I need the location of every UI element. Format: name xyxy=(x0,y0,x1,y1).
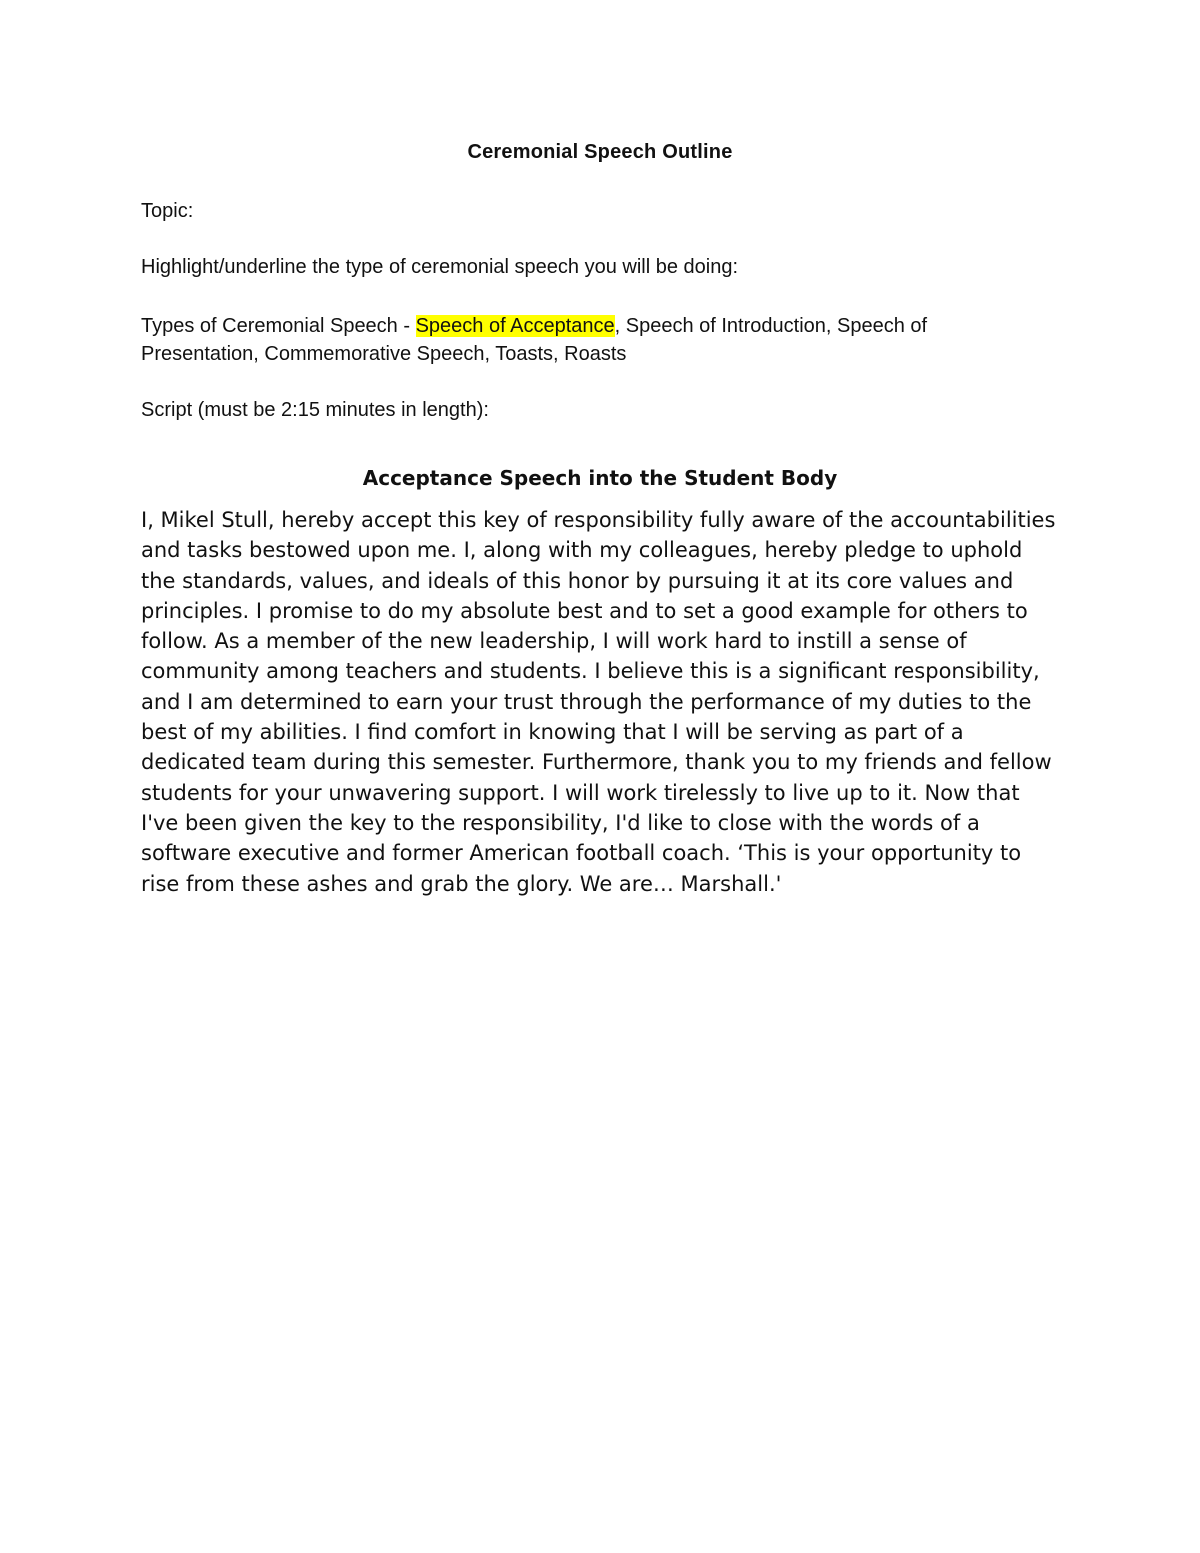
speech-title: Acceptance Speech into the Student Body xyxy=(362,466,838,490)
selected-speech-type-highlight: Speech of Acceptance xyxy=(415,315,615,337)
instruction-text: Highlight/underline the type of ceremonial speech you will be doing: xyxy=(141,256,739,278)
script-label: Script (must be 2:15 minutes in length): xyxy=(141,399,489,421)
speech-body-text: I, Mikel Stull, hereby accept this key of responsibility fully aware of the accountabilities and tasks bestowed upon me. I, along with my colleagues, hereby pledge to uphold the standards, values, and ideals of this honor by pursuing it at its core values and principles. I promise to do my absolute best and to set a good example for others to follow. As a member of the new leadership, I will work hard to instill a sense of community among teachers and students. I believe this is a significant responsibility, and I am determined to earn your trust through the performance of my duties to the best of my abilities. I find comfort in knowing that I will be serving as part of a dedicated team during this semester. Furthermore, thank you to my friends and fellow students for your unwavering support. I will work tirelessly to live up to it. Now that I've been given the key to the responsibility, I'd like to close with the words of a software executive and former American football coach. ‘This is your opportunity to rise from these ashes and grab the glory. We are… Marshall.' xyxy=(141,508,1056,896)
speech-types-prefix: Types of Ceremonial Speech - xyxy=(141,315,416,337)
speech-types-list xyxy=(141,312,1021,368)
topic-label: Topic: xyxy=(141,200,194,222)
document-title: Ceremonial Speech Outline xyxy=(467,141,733,163)
speech-types-rest: , Speech of Introduction, Speech of Presentation, Commemorative Speech, Toasts, Roasts xyxy=(141,315,928,365)
